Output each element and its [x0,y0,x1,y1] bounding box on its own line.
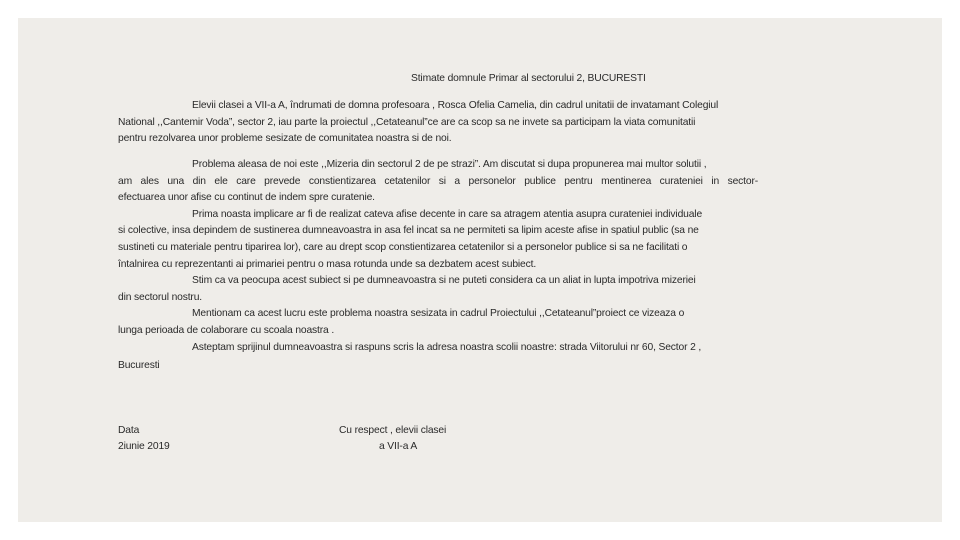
paragraph-line: din sectorul nostru. [118,291,202,303]
paragraph-line: Prima noasta implicare ar fi de realizat cateva afise decente in care sa atragem atentia asupra curateniei individuale [192,208,703,220]
closing-class: a VII-a A [379,441,418,452]
salutation: Stimate domnule Primar al sectorului 2, BUCURESTI [411,73,646,84]
paragraph-line: National ,,Cantemir Voda”, sector 2, iau parte la proiectul ,,Cetateanul”ce are ca scop sa ne invete sa participam la viata comunitatii [118,116,696,128]
paragraph-line: am ales una din ele care prevede constientizarea cetatenilor si a personelor publice pentru mentinerea curateniei in sector- [118,175,758,187]
paragraph-line: lunga perioada de colaborare cu scoala noastra . [118,324,335,336]
paragraph-line: întalnirea cu reprezentanti ai primariei pentru o masa rotunda unde sa dezbatem acest subiect. [118,258,537,270]
paragraph-line: Stim ca va peocupa acest subiect si pe dumneavoastra si ne puteti considera ca un aliat in lupta impotriva mizeriei [192,275,696,287]
paragraph-line: Elevii clasei a VII-a A, îndrumati de domna profesoara , Rosca Ofelia Camelia, din cadrul unitatii de invatamant Colegiul [192,100,719,111]
paragraph-line: sustineti cu materiale pentru tiparirea lor), care au drept scop constientizarea cetatenilor si a personelor publice si sa ne facilitati o [118,241,688,253]
paragraph-line: si colective, insa depindem de sustinerea dumneavoastra in asa fel incat sa ne permiteti sa lipim aceste afise in spatiul public (sa ne [118,225,699,237]
paragraph-line: Problema aleasa de noi este ,,Mizeria din sectorul 2 de pe strazi”. Am discutat si dupa propunerea mai multor solutii , [192,159,707,170]
paragraph-2 [118,157,758,375]
date-value: 2iunie 2019 [118,441,170,452]
paragraph-line: Asteptam sprijinul dumneavoastra si raspuns scris la adresa noastra scolii noastre: strada Viitorului nr 60, Sector 2 , [192,341,702,353]
paragraph-line: pentru rezolvarea unor probleme sesizate de comunitatea noastra si de noi. [118,133,452,145]
paragraph-line: efectuarea unor afise cu continut de indem spre curatenie. [118,192,375,204]
closing-text: Cu respect , elevii clasei [339,425,447,436]
paragraph-line: Bucuresti [118,360,160,372]
paragraph-line: Mentionam ca acest lucru este problema noastra sesizata in cadrul Proiectului ,,Cetateanul”proiect ce vizeaza o [192,308,685,320]
date-label: Data [118,425,140,436]
paragraph-1 [118,98,758,148]
